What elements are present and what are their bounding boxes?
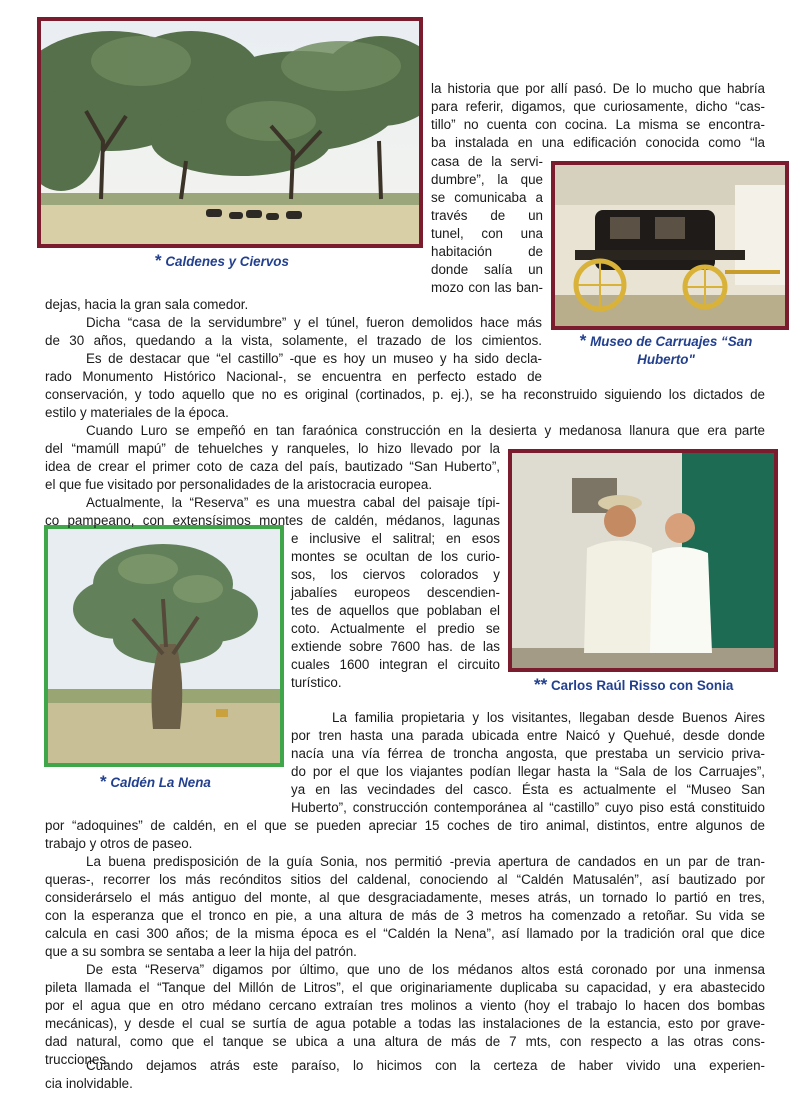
paragraph-line: do por el que los viajantes podían llegar hasta la “Sala de los Carruajes”,: [291, 764, 765, 779]
paragraph-line: por “adoquines” de caldén, en el que se pueden apreciar 15 coches de tiro animal, distintos, entre algunos de: [45, 818, 765, 833]
caldenes-landscape-image: [41, 21, 419, 244]
paragraph-line: la historia que por allí pasó. De lo mucho que habría: [431, 81, 765, 96]
paragraph-line: dad natural, como que el tanque se ubica a una altura de más de 7 mts, con respecto a las otras cons-: [45, 1034, 765, 1049]
photo-museo-carruajes: [551, 161, 789, 330]
paragraph-line: Cuando dejamos atrás este paraíso, lo hicimos con la certeza de haber vivido una experien-: [86, 1058, 765, 1073]
paragraph-line: cia inolvidable.: [45, 1076, 133, 1091]
paragraph-line: Cuando Luro se empeñó en tan faraónica construcción en la desierta y medanosa llanura que era parte: [86, 423, 765, 438]
paragraph-line: tes de aquellos que poblaban el: [291, 603, 500, 618]
paragraph-line: Huberto”, construcción contemporánea al “castillo” cuyo piso está constituido: [291, 800, 765, 815]
paragraph-line: tunel, con una: [431, 226, 543, 241]
paragraph-line: para referir, digamos, que curiosamente, dicho “cas-: [431, 99, 765, 114]
paragraph-line: idea de crear el primer coto de caza del país, bautizado “San Huberto”,: [45, 459, 500, 474]
paragraph-line: casa de la servi-: [431, 154, 543, 169]
caption-text: Caldén La Nena: [110, 775, 211, 790]
paragraph-line: De esta “Reserva” digamos por último, que uno de los médanos altos está coronado por una inmensa: [86, 962, 765, 977]
paragraph-line: dumbre”, la que: [431, 172, 543, 187]
paragraph-line: sos, los ciervos colorados y: [291, 567, 500, 582]
caption-text-line-2: Huberto": [637, 352, 695, 367]
risso-sonia-portrait-image: [512, 453, 774, 668]
carriage-museum-image: [555, 165, 785, 326]
paragraph-line: jabalíes europeos descendien-: [291, 585, 500, 600]
paragraph-line: ba instalada en una edificación conocida como “la: [431, 135, 765, 150]
paragraph-line: Dicha “casa de la servidumbre” y el túnel, fueron demolidos hace más: [86, 315, 542, 330]
paragraph-line: conservación, y todo aquello que no es original (cortinados, p. ej.), se ha reconstruido siguiendo los dictados de: [45, 387, 765, 402]
paragraph-line: e inclusive el salitral; en esos: [291, 531, 500, 546]
paragraph-line: calcula en casi 300 años; de la misma época es el “Caldén la Nena”, así llamado por la tradición oral que dice: [45, 926, 765, 941]
caption-asterisk: *: [579, 331, 587, 350]
paragraph-line: través de un: [431, 208, 543, 223]
paragraph-line: turístico.: [291, 675, 342, 690]
paragraph-line: del “mamúll mapú” de tehuelches y ranqueles, lo hizo llevado por la: [45, 441, 500, 456]
photo-risso-sonia: [508, 449, 778, 672]
paragraph-line: coto. Actualmente el predio se: [291, 621, 500, 636]
paragraph-line: montes se ocultan de los curio-: [291, 549, 500, 564]
photo-calden-la-nena: [44, 525, 284, 767]
paragraph-line: el que fue visitado por personalidades de la aristocracia europea.: [45, 477, 433, 492]
calden-tree-image: [48, 529, 280, 763]
paragraph-line: co pampeano, con extensísimos montes de caldén, médanos, lagunas: [45, 513, 500, 528]
caption-asterisk: **: [534, 675, 548, 694]
paragraph-line: Actualmente, la “Reserva” es una muestra cabal del paisaje típi-: [86, 495, 500, 510]
paragraph-line: La familia propietaria y los visitantes, llegaban desde Buenos Aires: [332, 710, 765, 725]
paragraph-line: tillo” no cuenta con cocina. La misma se encontra-: [431, 117, 765, 132]
caption-calden-la-nena: [100, 773, 211, 792]
paragraph-line: ya en las vecindades del casco. Ésta es actualmente el “Museo San: [291, 782, 765, 797]
paragraph-line: mozo con las ban-: [431, 280, 543, 295]
paragraph-line: nacía una vía férrea de troncha angosta, que prestaba un servicio priva-: [291, 746, 765, 761]
paragraph-line: trucciones.: [45, 1052, 110, 1067]
paragraph-line: mecánicas), y desde el cual se surtía de agua potable a todas las instalaciones de la estancia, esto por grave-: [45, 1016, 765, 1031]
caption-text: Carlos Raúl Risso con Sonia: [550, 678, 734, 693]
caption-risso-sonia: [534, 676, 733, 695]
caption-asterisk: *: [155, 251, 162, 270]
paragraph-line: cuales 1600 integran el circuito: [291, 657, 500, 672]
paragraph-line: con la esperanza que el tronco en pie, a una altura de más de 3 metros ha comenzado a retoñar. Su vida se: [45, 908, 765, 923]
caption-text-line-1: Museo de Carruajes “San: [590, 334, 753, 349]
paragraph-line: Es de destacar que “el castillo” -que es hoy un museo y ha sido decla-: [86, 351, 542, 366]
paragraph-line: dejas, hacia la gran sala comedor.: [45, 297, 249, 312]
paragraph-line: por el agua que en otro médano cercano extraían tres molinos a viento (hoy el trabajo lo hacen dos bombas: [45, 998, 765, 1013]
photo-caldenes-ciervos: [37, 17, 423, 248]
paragraph-line: de 30 años, quedando a la vista, solamente, el trazado de los cimientos.: [45, 333, 542, 348]
paragraph-line: queras-, recorrer los más recónditos sitios del caldenal, conociendo al “Caldén Matusalén”, así bautizado por: [45, 872, 765, 887]
paragraph-line: estilo y materiales de la época.: [45, 405, 229, 420]
paragraph-line: extiende sobre 7600 has. de las: [291, 639, 500, 654]
caption-caldenes-ciervos: [155, 252, 289, 271]
paragraph-line: habitación de: [431, 244, 543, 259]
paragraph-line: considerárselo el más antiguo del monte, al que desgraciadamente, meses atrás, un tornado lo partió en tres,: [45, 890, 765, 905]
paragraph-line: que a su sombra se sentaba a leer la hija del patrón.: [45, 944, 357, 959]
paragraph-line: donde salía un: [431, 262, 543, 277]
paragraph-line: rado Monumento Histórico Nacional-, se encuentra en perfecto estado de: [45, 369, 542, 384]
caption-text: Caldenes y Ciervos: [165, 254, 289, 269]
paragraph-line: por tren hasta una parada ubicada entre Naicó y Quehué, desde donde: [291, 728, 765, 743]
paragraph-line: se comunicaba a: [431, 190, 543, 205]
paragraph-line: trabajo y otros de paseo.: [45, 836, 193, 851]
caption-asterisk: *: [100, 772, 107, 791]
paragraph-line: La buena predisposición de la guía Sonia, nos permitió -previa apertura de candados en un par de tran-: [86, 854, 765, 869]
paragraph-line: pileta llamada el “Tanque del Millón de Litros”, el que originariamente duplicaba su capacidad, y era abastecido: [45, 980, 765, 995]
caption-museo-carruajes: [566, 332, 766, 369]
